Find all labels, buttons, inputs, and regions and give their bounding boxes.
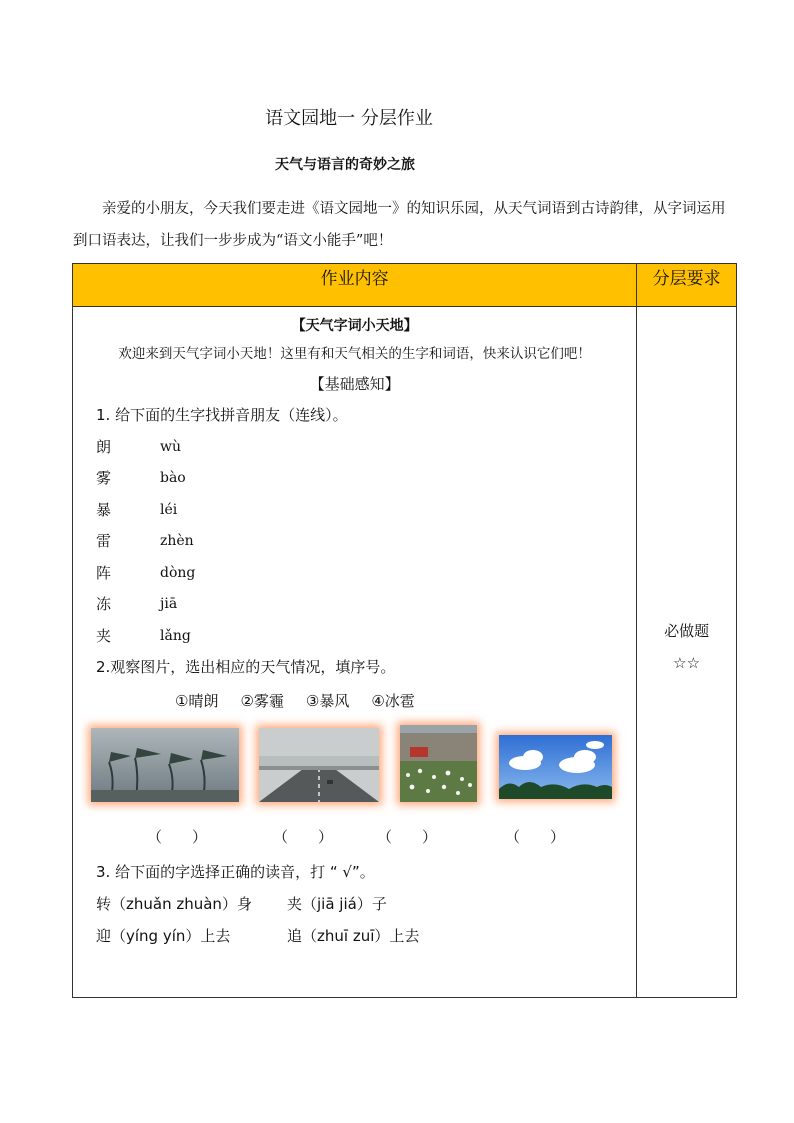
pair-pinyin: zhèn xyxy=(160,533,194,549)
pronunciation-row xyxy=(96,920,636,952)
pronunciation-item: 夹（jiā jiá）子 xyxy=(287,894,387,913)
document-title: 语文园地一 分层作业 xyxy=(265,108,433,129)
pair-row xyxy=(73,526,636,558)
pair-char: 朗 xyxy=(96,437,112,456)
welcome-text: 欢迎来到天气字词小天地！这里有和天气相关的生字和词语，快来认识它们吧！ xyxy=(118,346,591,362)
blank-2[interactable]: （ ） xyxy=(273,827,334,846)
pair-pinyin: lǎng xyxy=(160,627,191,644)
smog-photo xyxy=(259,728,379,802)
homework-table xyxy=(72,263,737,998)
pair-char: 暴 xyxy=(96,500,112,519)
pronunciation-item: 转（zhuǎn zhuàn）身 xyxy=(96,894,252,913)
content-cell xyxy=(73,307,637,998)
question-1: 1. 给下面的生字找拼音朋友（连线）。 xyxy=(96,406,348,424)
header-requirement: 分层要求 xyxy=(637,264,737,307)
pronunciation-item: 迎（yíng yín）上去 xyxy=(96,926,231,945)
answer-blanks xyxy=(73,826,636,856)
pair-row xyxy=(73,432,636,464)
hail-photo xyxy=(400,725,477,802)
pair-char: 冻 xyxy=(96,595,112,613)
option-smog: ②雾霾 xyxy=(240,691,284,710)
sunny-photo xyxy=(499,735,612,799)
pair-pinyin: wù xyxy=(160,438,181,455)
basic-label: 【基础感知】 xyxy=(309,375,400,393)
pair-char: 阵 xyxy=(96,563,112,582)
pair-pinyin: bào xyxy=(160,470,186,486)
pair-row xyxy=(73,463,636,495)
requirement-box xyxy=(637,615,736,679)
pair-pinyin: léi xyxy=(160,501,178,518)
question-3: 3. 给下面的字选择正确的读音，打 “ √”。 xyxy=(96,862,375,881)
requirement-cell xyxy=(637,307,737,998)
intro-paragraph: 亲爱的小朋友，今天我们要走进《语文园地一》的知识乐园，从天气词语到古诗韵律，从字词运用到口语表达，让我们一步步成为“语文小能手”吧！ xyxy=(73,201,726,249)
pair-row xyxy=(73,495,636,527)
blank-1[interactable]: （ ） xyxy=(147,827,208,846)
storm-photo xyxy=(91,728,239,802)
pair-row xyxy=(73,589,636,621)
difficulty-stars: ☆☆ xyxy=(673,654,701,672)
pair-char: 夹 xyxy=(96,626,112,645)
pronunciation-row xyxy=(96,888,636,920)
weather-pictures xyxy=(73,726,636,826)
pair-row xyxy=(73,621,636,653)
pair-pinyin: dòng xyxy=(160,564,196,581)
weather-options xyxy=(73,686,636,716)
option-sunny: ①晴朗 xyxy=(175,691,219,710)
option-storm: ③暴风 xyxy=(305,691,350,710)
requirement-label: 必做题 xyxy=(664,622,710,640)
pair-row xyxy=(73,558,636,590)
header-content: 作业内容 xyxy=(73,264,637,307)
pronunciation-item: 追（zhuī zuī）上去 xyxy=(287,926,420,945)
question-2: 2.观察图片，选出相应的天气情况，填序号。 xyxy=(96,658,396,676)
pair-char: 雾 xyxy=(96,469,112,487)
section-title: 【天气字词小天地】 xyxy=(291,318,418,334)
document-subtitle: 天气与语言的奇妙之旅 xyxy=(275,157,415,173)
blank-4[interactable]: （ ） xyxy=(505,827,566,846)
pair-char: 雷 xyxy=(96,532,112,550)
option-hail: ④冰雹 xyxy=(371,691,415,710)
pair-pinyin: jiā xyxy=(160,596,178,612)
pronunciation-rows xyxy=(73,888,636,952)
blank-3[interactable]: （ ） xyxy=(377,827,438,846)
